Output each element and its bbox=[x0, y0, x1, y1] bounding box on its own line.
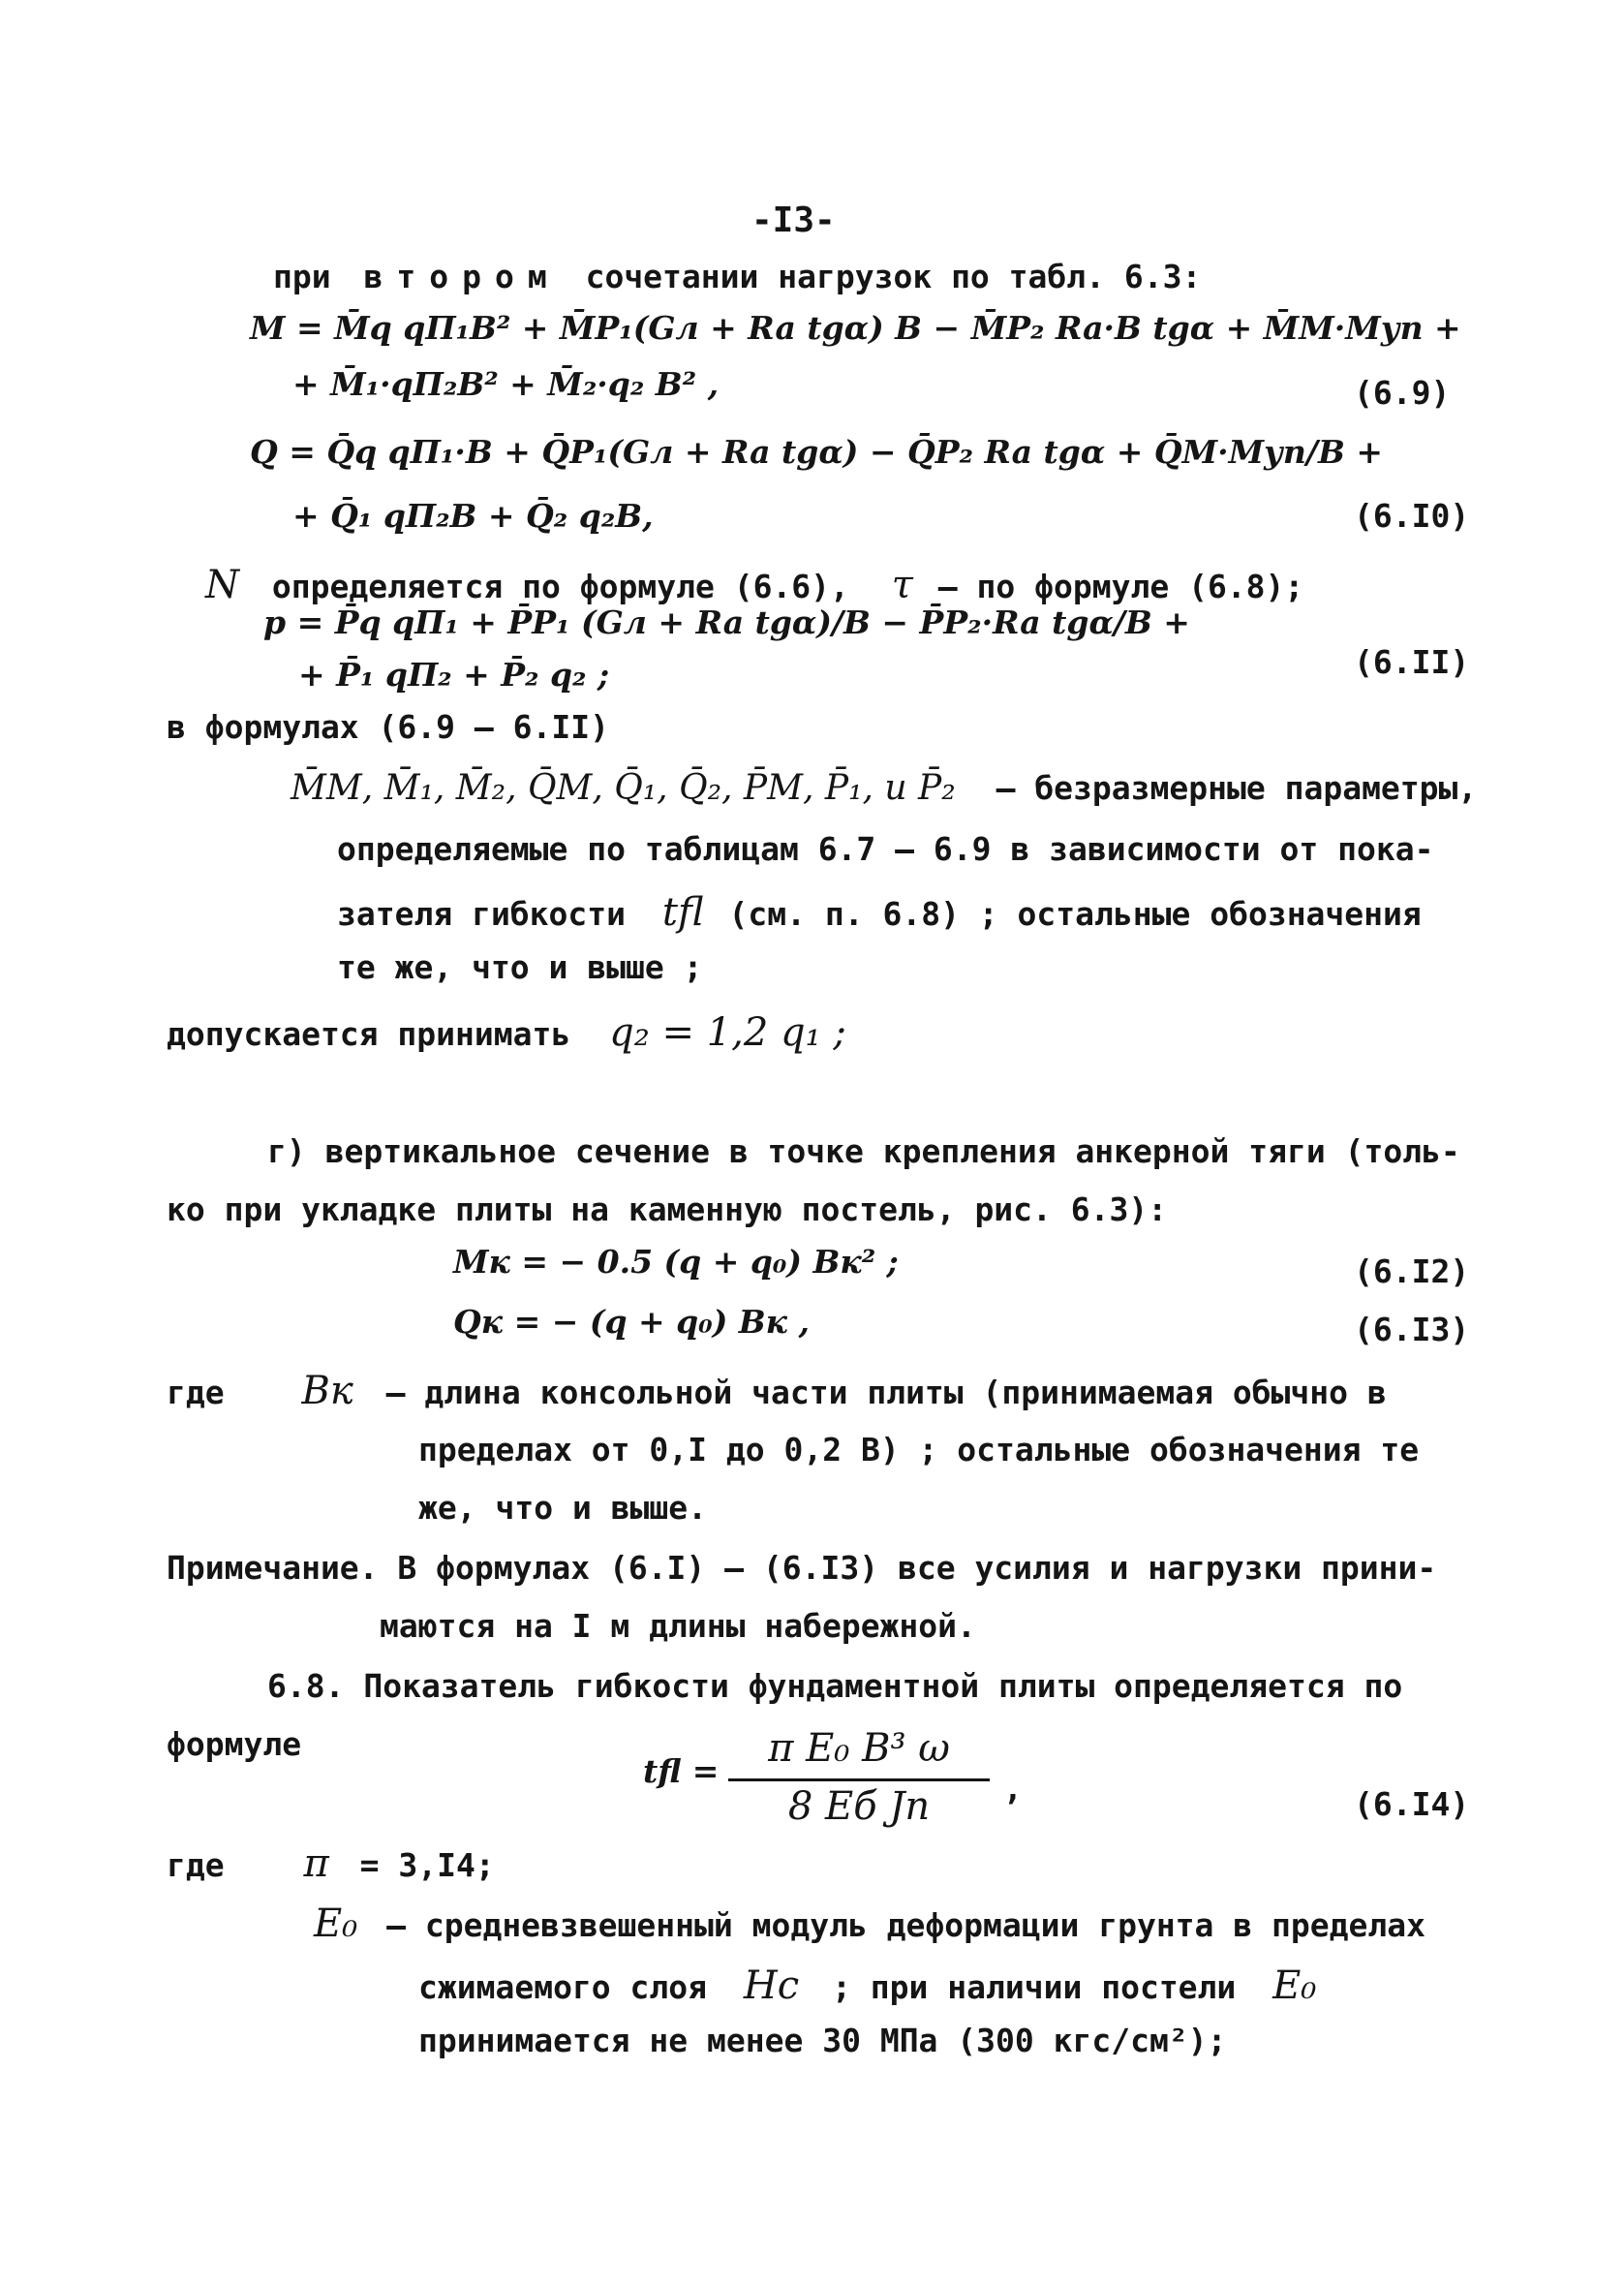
text-fragment: (см. п. 6.8) ; остальные обозначения bbox=[728, 895, 1422, 933]
formula: + P̄₁ qП₂ + P̄₂ q₂ ; bbox=[298, 656, 610, 694]
text-fragment: – средневзвешенный модуль деформации грунта в пределах bbox=[386, 1906, 1425, 1944]
text-line: те же, что и выше ; bbox=[337, 948, 703, 986]
text-line: в формулах (6.9 – 6.II) bbox=[167, 708, 609, 746]
text-line bbox=[167, 1840, 495, 1887]
symbol: N bbox=[205, 563, 239, 607]
fraction-bar bbox=[728, 1778, 990, 1781]
text-fragment: где bbox=[167, 1846, 225, 1884]
text-line: пределах от 0,I до 0,2 B) ; остальные обозначения те bbox=[418, 1431, 1420, 1468]
text-line: определяемые по таблицам 6.7 – 6.9 в зависимости от пока- bbox=[337, 830, 1434, 868]
formula: p = P̄q qП₁ + P̄P₁ (Gл + Ra tgα)/B − P̄P₂·Ra tgα/B + bbox=[263, 603, 1190, 641]
text-line: принимается не менее 30 МПа (300 кгс/см²); bbox=[418, 2022, 1227, 2059]
symbol: π bbox=[303, 1841, 329, 1886]
text-line: же, что и выше. bbox=[418, 1489, 708, 1527]
symbol: τ bbox=[891, 563, 913, 607]
text-fragment: где bbox=[167, 1374, 225, 1411]
text-fragment: – длина консольной части плиты (принимаемая обычно в bbox=[385, 1374, 1387, 1411]
text-line bbox=[291, 765, 1477, 812]
formula: Q = Q̄q qП₁·B + Q̄P₁(Gл + Ra tgα) − Q̄P₂ Ra tgα + Q̄M·Mуп/B + bbox=[250, 433, 1384, 471]
text-line bbox=[273, 257, 1201, 297]
text-fragment: определяется по формуле (6.6), bbox=[271, 568, 849, 605]
symbol: tfl bbox=[661, 890, 704, 935]
text-line bbox=[418, 1962, 1316, 2009]
text-fragment: сжимаемого слоя bbox=[418, 1968, 708, 2006]
formula: + M̄₁·qП₂B² + M̄₂·q₂ B² , bbox=[292, 365, 720, 403]
symbol: E₀ bbox=[314, 1901, 358, 1946]
equation-number: (6.I2) bbox=[1354, 1252, 1470, 1290]
text-fragment: втором bbox=[363, 258, 561, 295]
symbol: Bк bbox=[301, 1369, 353, 1413]
text-line bbox=[205, 562, 1303, 608]
formula: M = M̄q qП₁B² + M̄P₁(Gл + Ra tgα) B − M̄P₂ Ra·B tgα + M̄M·Mуп + bbox=[250, 309, 1461, 347]
text-fragment: допускается принимать bbox=[167, 1015, 571, 1053]
text-fragment: сочетании нагрузок по табл. 6.3: bbox=[585, 258, 1202, 295]
text-line bbox=[314, 1901, 1425, 1947]
text-line bbox=[337, 889, 1422, 936]
text-fragment: при bbox=[273, 258, 331, 295]
page-number: -I3- bbox=[751, 201, 836, 240]
text-line: маются на I м длины набережной. bbox=[380, 1607, 976, 1645]
symbol: M̄M, M̄₁, M̄₂, Q̄M, Q̄₁, Q̄₂, P̄M, P̄₁, и P̄₂ bbox=[291, 768, 956, 808]
equation-number: (6.I0) bbox=[1354, 497, 1470, 535]
symbol: Hc bbox=[743, 1963, 800, 2008]
formula: + Q̄₁ qП₂B + Q̄₂ q₂B, bbox=[292, 497, 654, 535]
fraction-denominator: 8 Eб Jп bbox=[787, 1784, 931, 1829]
text-line: ко при укладке плиты на каменную постель, рис. 6.3): bbox=[167, 1190, 1168, 1228]
text-line: 6.8. Показатель гибкости фундаментной плиты определяется по bbox=[267, 1667, 1403, 1705]
text-line: формуле bbox=[167, 1725, 302, 1763]
text-fragment: – по формуле (6.8); bbox=[937, 568, 1304, 605]
text-fragment: ; при наличии постели bbox=[832, 1968, 1237, 2006]
formula-comma: , bbox=[1003, 1770, 1023, 1808]
text-fragment: – безразмерные параметры, bbox=[996, 769, 1478, 807]
symbol: E₀ bbox=[1272, 1963, 1317, 2008]
formula-lhs: tfl = bbox=[643, 1752, 720, 1790]
formula: q₂ = 1,2 q₁ ; bbox=[609, 1010, 846, 1055]
text-line: г) вертикальное сечение в точке крепления анкерной тяги (толь- bbox=[267, 1132, 1460, 1170]
formula: Qк = − (q + q₀) Bк , bbox=[453, 1303, 810, 1341]
text-line bbox=[167, 1009, 846, 1056]
text-line: Примечание. В формулах (6.I) – (6.I3) все усилия и нагрузки прини- bbox=[167, 1549, 1437, 1587]
formula: Mк = − 0.5 (q + q₀) Bк² ; bbox=[453, 1243, 899, 1281]
equation-number: (6.9) bbox=[1354, 374, 1451, 412]
text-fragment: зателя гибкости bbox=[337, 895, 627, 933]
equation-number: (6.I4) bbox=[1354, 1785, 1470, 1823]
fraction-numerator: π E₀ B³ ω bbox=[768, 1726, 950, 1771]
equation-number: (6.I3) bbox=[1354, 1311, 1470, 1348]
text-fragment: = 3,I4; bbox=[359, 1846, 495, 1884]
text-line bbox=[167, 1368, 1387, 1414]
equation-number: (6.II) bbox=[1354, 643, 1470, 681]
